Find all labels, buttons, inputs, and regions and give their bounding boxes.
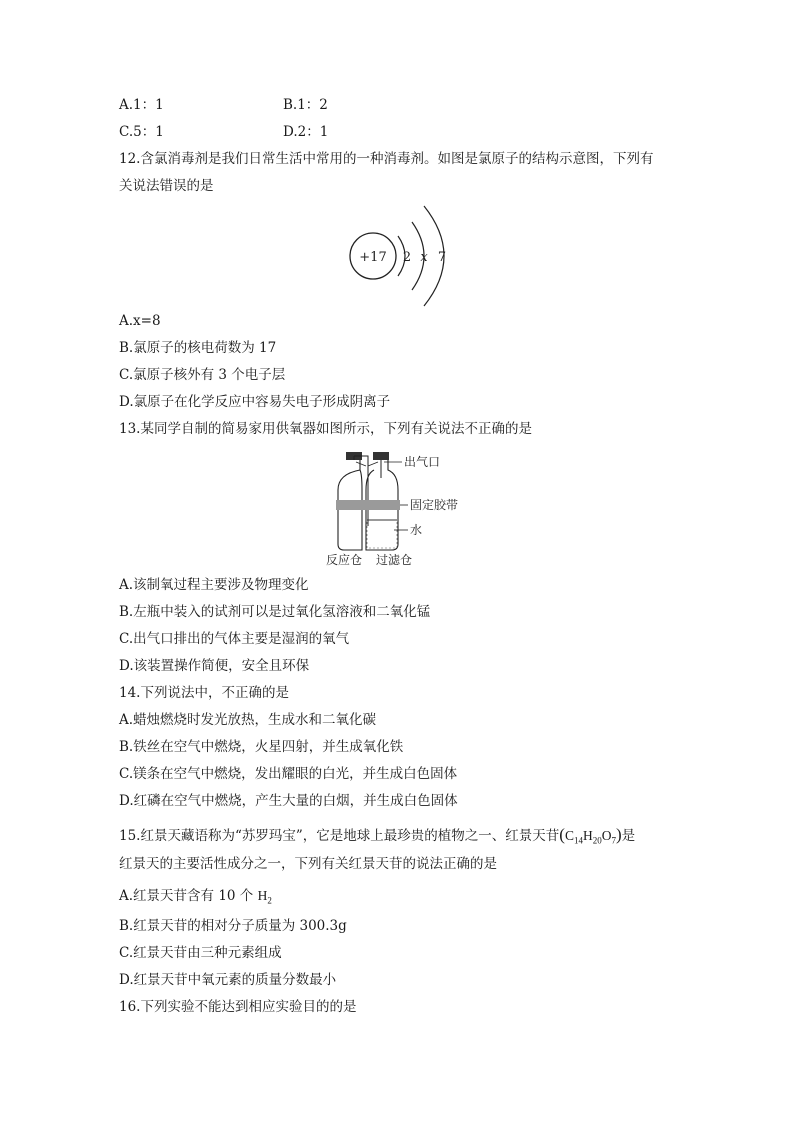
oxygen-generator-diagram xyxy=(322,448,472,568)
q15-stem-line-1: 15.红景天藏语称为“苏罗玛宝”，它是地球上最珍贵的植物之一、红景天苷$(C_{14}H_{20}O_7)$是 xyxy=(119,825,636,846)
reaction-chamber-label: 反应仓 xyxy=(326,553,363,567)
tube-junction xyxy=(356,462,378,466)
q12-option-d: D.氯原子在化学反应中容易失电子形成阴离子 xyxy=(119,394,391,410)
q11-option-a: A.1：1 xyxy=(119,97,164,113)
q13-stem: 13.某同学自制的简易家用供氧器如图所示，下列有关说法不正确的是 xyxy=(119,421,532,437)
q15-stem-text: 15.红景天藏语称为“苏罗玛宝”，它是地球上最珍贵的植物之一、红景天苷 xyxy=(119,828,560,844)
q15-option-c: C.红景天苷由三种元素组成 xyxy=(119,945,282,961)
filter-bottle-cap xyxy=(373,452,389,460)
q12-option-c: C.氯原子核外有 3 个电子层 xyxy=(119,367,286,383)
water-region xyxy=(367,520,397,548)
q14-stem: 14.下列说法中，不正确的是 xyxy=(119,685,289,701)
fixing-tape xyxy=(336,500,400,510)
salidroside-formula: $(C_{14}H_{20}O_7)$ xyxy=(559,825,622,846)
filter-chamber-label: 过滤仓 xyxy=(376,553,413,567)
chlorine-atom-structure-diagram xyxy=(340,200,470,310)
q12-option-a: A.x=8 xyxy=(119,313,161,329)
q15-stem-line-2: 红景天的主要活性成分之一，下列有关红景天苷的说法正确的是 xyxy=(119,856,497,872)
q11-option-c: C.5：1 xyxy=(119,124,164,140)
shell-3-electrons: 7 xyxy=(437,250,447,265)
q14-option-a: A.蜡烛燃烧时发光放热，生成水和二氧化碳 xyxy=(119,712,377,728)
q15-option-d: D.红景天苷中氧元素的质量分数最小 xyxy=(119,972,337,988)
water-label: 水 xyxy=(410,523,423,537)
outlet-label: 出气口 xyxy=(404,455,441,469)
tape-label: 固定胶带 xyxy=(410,498,459,512)
q13-option-d: D.该装置操作简便，安全且环保 xyxy=(119,658,310,674)
q12-stem-line-2: 关说法错误的是 xyxy=(119,178,214,194)
shell-1-electrons: 2 xyxy=(402,250,412,265)
hydrogen-formula: $H_2$ xyxy=(257,888,272,906)
q13-option-a: A.该制氧过程主要涉及物理变化 xyxy=(119,577,309,593)
q15-option-a: A.红景天苷含有 10 个 $H_2$ xyxy=(119,888,272,906)
q11-option-b: B.1：2 xyxy=(283,97,328,113)
q16-stem: 16.下列实验不能达到相应实验目的的是 xyxy=(119,999,357,1015)
shell-2-electrons: x xyxy=(420,250,428,265)
q12-stem-line-1: 12.含氯消毒剂是我们日常生活中常用的一种消毒剂。如图是氯原子的结构示意图，下列有 xyxy=(119,151,654,167)
q15-option-b: B.红景天苷的相对分子质量为 300.3g xyxy=(119,918,347,934)
q14-option-d: D.红磷在空气中燃烧，产生大量的白烟，并生成白色固体 xyxy=(119,793,458,809)
q14-option-b: B.铁丝在空气中燃烧，火星四射，并生成氧化铁 xyxy=(119,739,404,755)
q13-option-c: C.出气口排出的气体主要是湿润的氧气 xyxy=(119,631,350,647)
q11-option-d: D.2：1 xyxy=(283,124,329,140)
q14-option-c: C.镁条在空气中燃烧，发出耀眼的白光，并生成白色固体 xyxy=(119,766,458,782)
q12-option-b: B.氯原子的核电荷数为 17 xyxy=(119,340,277,356)
q13-option-b: B.左瓶中装入的试剂可以是过氧化氢溶液和二氧化锰 xyxy=(119,604,431,620)
nucleus-charge: +17 xyxy=(359,250,387,265)
